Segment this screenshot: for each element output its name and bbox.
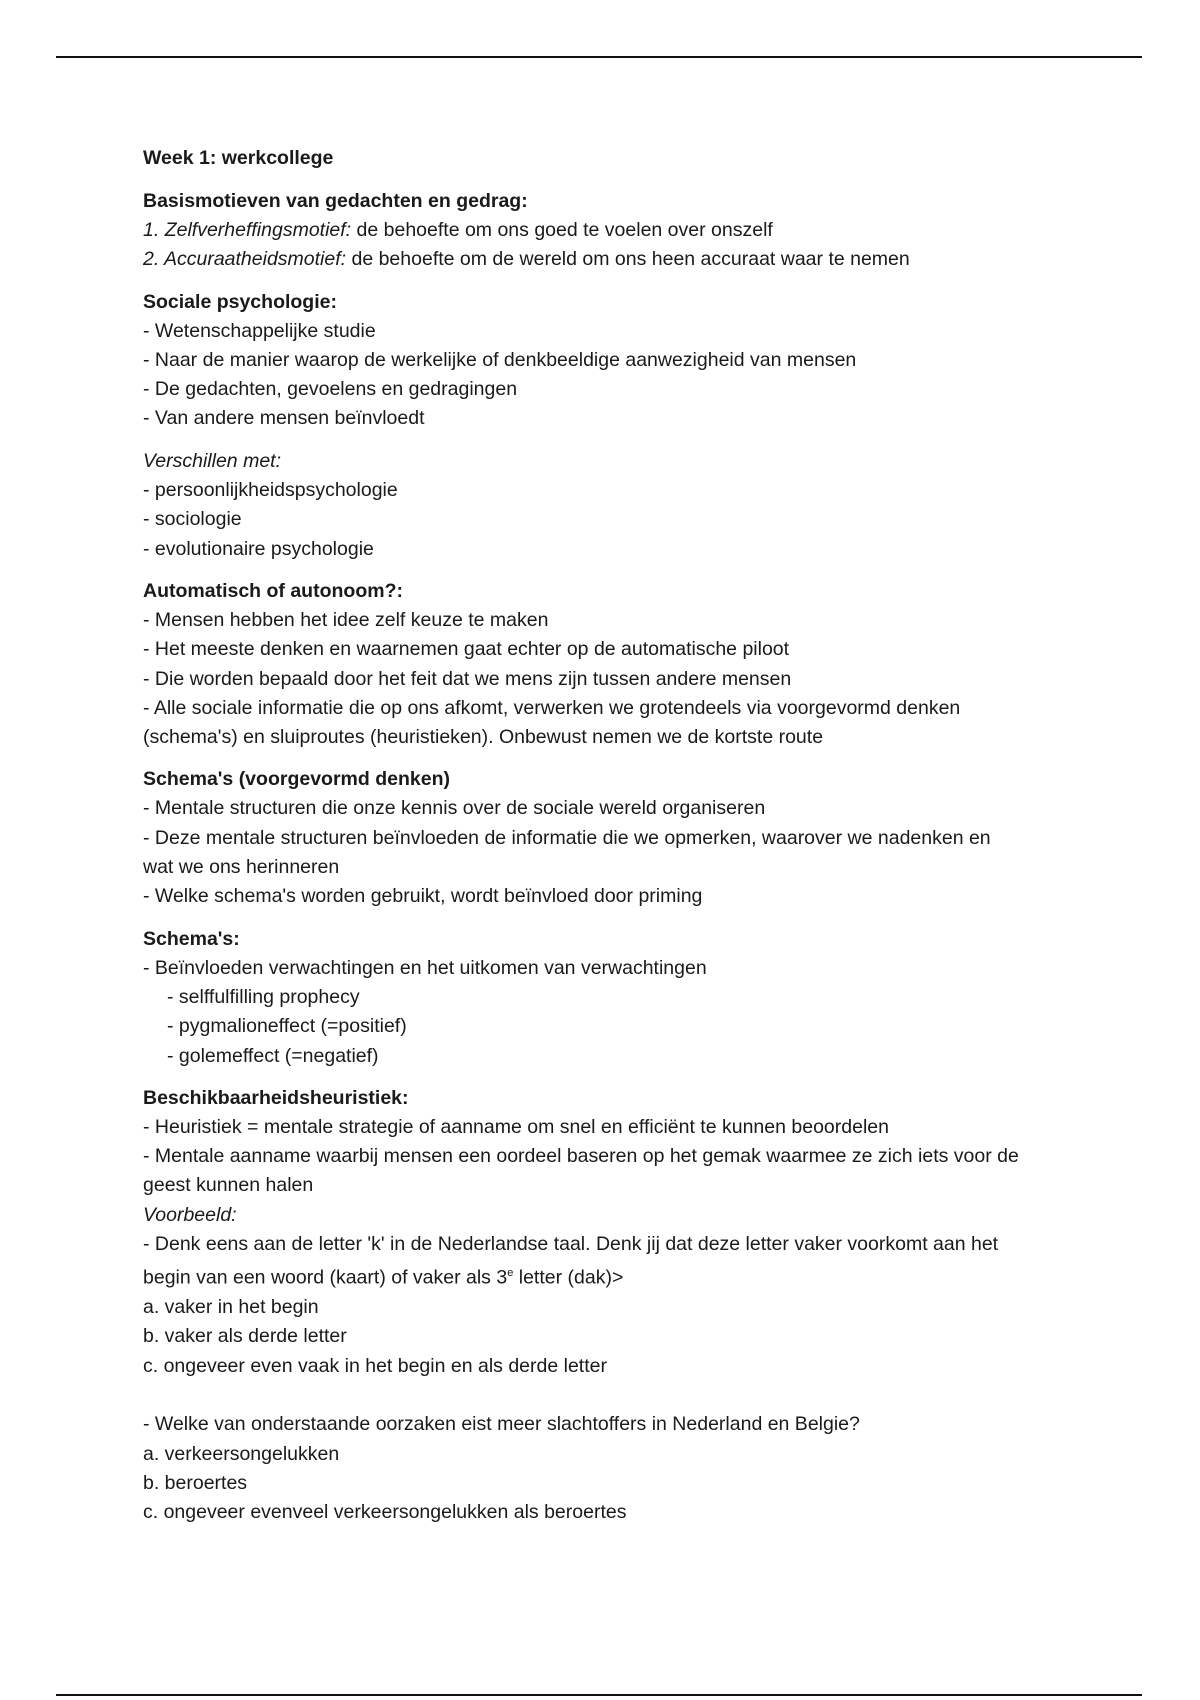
line-text: - Denk eens aan de letter 'k' in de Nederlandse taal. Denk jij dat deze letter vaker voorkomt aan het bbox=[143, 1233, 999, 1256]
line-text: - De gedachten, gevoelens en gedragingen bbox=[143, 378, 518, 401]
text-line bbox=[143, 375, 1083, 404]
term: Zelfverheffingsmotief: bbox=[164, 219, 352, 241]
section bbox=[143, 447, 1083, 564]
document-body bbox=[143, 187, 1083, 1527]
line-text: b. vaker als derde letter bbox=[143, 1325, 347, 1348]
text-line bbox=[143, 954, 1083, 983]
term: Accuraatheidsmotief: bbox=[163, 248, 347, 271]
text-line bbox=[143, 404, 1083, 433]
text-line bbox=[143, 694, 1083, 723]
superscript: e bbox=[507, 1267, 514, 1280]
section bbox=[143, 765, 1083, 911]
line-text: - Het meeste denken en waarnemen gaat echter op de automatische piloot bbox=[143, 638, 790, 661]
text-line bbox=[143, 245, 1083, 274]
line-text: Voorbeeld: bbox=[143, 1203, 237, 1226]
text-line bbox=[143, 1042, 1083, 1071]
section bbox=[143, 1084, 1083, 1528]
line-text: - persoonlijkheidspsychologie bbox=[143, 479, 398, 502]
line-text-cont: letter (dak)> bbox=[513, 1266, 624, 1289]
text-line bbox=[143, 1322, 1083, 1351]
text-line bbox=[143, 983, 1083, 1012]
text-line bbox=[143, 447, 1083, 476]
line-text: - selffulfilling prophecy bbox=[167, 985, 360, 1008]
text-line bbox=[143, 535, 1083, 564]
text-line bbox=[143, 1171, 1083, 1200]
line-text: - Mentale structuren die onze kennis over de sociale wereld organiseren bbox=[143, 797, 766, 820]
document-title: Week 1: werkcollege bbox=[143, 147, 334, 169]
line-text: - Mentale aanname waarbij mensen een oordeel baseren op het gemak waarmee ze zich iets voor de bbox=[143, 1145, 1019, 1168]
line-text: - Mensen hebben het idee zelf keuze te maken bbox=[143, 608, 549, 631]
text-line bbox=[143, 1113, 1083, 1142]
line-text: - Naar de manier waarop de werkelijke of denkbeeldige aanwezigheid van mensen bbox=[143, 348, 857, 371]
text-line bbox=[143, 216, 1083, 245]
text-line bbox=[143, 346, 1083, 375]
bottom-rule bbox=[56, 1694, 1142, 1696]
line-text: geest kunnen halen bbox=[143, 1174, 314, 1197]
line-text: c. ongeveer even vaak in het begin en als derde letter bbox=[143, 1354, 607, 1377]
line-text: a. verkeersongelukken bbox=[143, 1442, 340, 1465]
text-line bbox=[143, 1469, 1083, 1498]
text-line bbox=[143, 1259, 1083, 1293]
text-line bbox=[143, 635, 1083, 664]
section-title: Basismotieven van gedachten en gedrag: bbox=[143, 190, 528, 212]
line-text: - Wetenschappelijke studie bbox=[143, 319, 376, 342]
text-line bbox=[143, 317, 1083, 346]
text-line bbox=[143, 1440, 1083, 1469]
text-line bbox=[143, 1012, 1083, 1041]
line-text: - sociologie bbox=[143, 508, 242, 531]
text-line bbox=[143, 882, 1083, 911]
list-number: 2. bbox=[143, 248, 164, 271]
line-text: - Welke schema's worden gebruikt, wordt beïnvloed door priming bbox=[143, 885, 703, 908]
line-text: - golemeffect (=negatief) bbox=[167, 1044, 379, 1067]
line-text: - Heuristiek = mentale strategie of aanname om snel en efficiënt te kunnen beoordelen bbox=[143, 1115, 889, 1138]
text-line bbox=[143, 723, 1083, 752]
text-line bbox=[143, 1142, 1083, 1171]
list-number: 1. bbox=[143, 219, 165, 241]
section-title: Schema's (voorgevormd denken) bbox=[143, 768, 450, 791]
text-line bbox=[143, 1230, 1083, 1259]
text-line bbox=[143, 1498, 1083, 1527]
section bbox=[143, 187, 1083, 275]
text-line bbox=[143, 824, 1083, 853]
line-text: - Die worden bepaald door het feit dat we mens zijn tussen andere mensen bbox=[143, 667, 792, 690]
line-text: Verschillen met: bbox=[143, 449, 281, 472]
line-text: - Welke van onderstaande oorzaken eist meer slachtoffers in Nederland en Belgie? bbox=[143, 1413, 860, 1436]
line-text: a. vaker in het begin bbox=[143, 1296, 319, 1319]
line-text: wat we ons herinneren bbox=[143, 856, 340, 879]
line-text: b. beroertes bbox=[143, 1471, 248, 1494]
line-text: de behoefte om ons goed te voelen over onszelf bbox=[351, 219, 773, 241]
text-line bbox=[143, 1352, 1083, 1381]
line-text: c. ongeveer evenveel verkeersongelukken als beroertes bbox=[143, 1501, 627, 1524]
document-page bbox=[143, 143, 1083, 1540]
section bbox=[143, 925, 1083, 1071]
line-text: - pygmalioneffect (=positief) bbox=[167, 1015, 407, 1038]
text-line bbox=[143, 853, 1083, 882]
text-line bbox=[143, 1410, 1083, 1439]
line-text: - Alle sociale informatie die op ons afkomt, verwerken we grotendeels via voorgevormd denken bbox=[143, 696, 961, 719]
section-title: Sociale psychologie: bbox=[143, 290, 337, 313]
line-text: - Deze mentale structuren beïnvloeden de informatie die we opmerken, waarover we nadenken en bbox=[143, 826, 991, 849]
text-line bbox=[143, 1293, 1083, 1322]
top-rule bbox=[56, 56, 1142, 58]
text-line bbox=[143, 606, 1083, 635]
text-line bbox=[143, 505, 1083, 534]
text-line bbox=[143, 1201, 1083, 1230]
text-line bbox=[143, 665, 1083, 694]
text-line bbox=[143, 476, 1083, 505]
text-line bbox=[143, 794, 1083, 823]
line-text: - evolutionaire psychologie bbox=[143, 537, 374, 560]
line-text: - Van andere mensen beïnvloedt bbox=[143, 407, 425, 430]
section bbox=[143, 288, 1083, 434]
blank-line bbox=[143, 1381, 1083, 1410]
section bbox=[143, 577, 1083, 752]
line-text: (schema's) en sluiproutes (heuristieken). Onbewust nemen we de kortste route bbox=[143, 726, 824, 749]
line-text: de behoefte om de wereld om ons heen accuraat waar te nemen bbox=[346, 248, 910, 271]
section-title: Beschikbaarheidsheuristiek: bbox=[143, 1086, 409, 1109]
line-text: - Beïnvloeden verwachtingen en het uitkomen van verwachtingen bbox=[143, 956, 707, 979]
line-text: begin van een woord (kaart) of vaker als 3 bbox=[143, 1266, 508, 1289]
section-title: Automatisch of autonoom?: bbox=[143, 579, 403, 602]
section-title: Schema's: bbox=[143, 927, 240, 950]
